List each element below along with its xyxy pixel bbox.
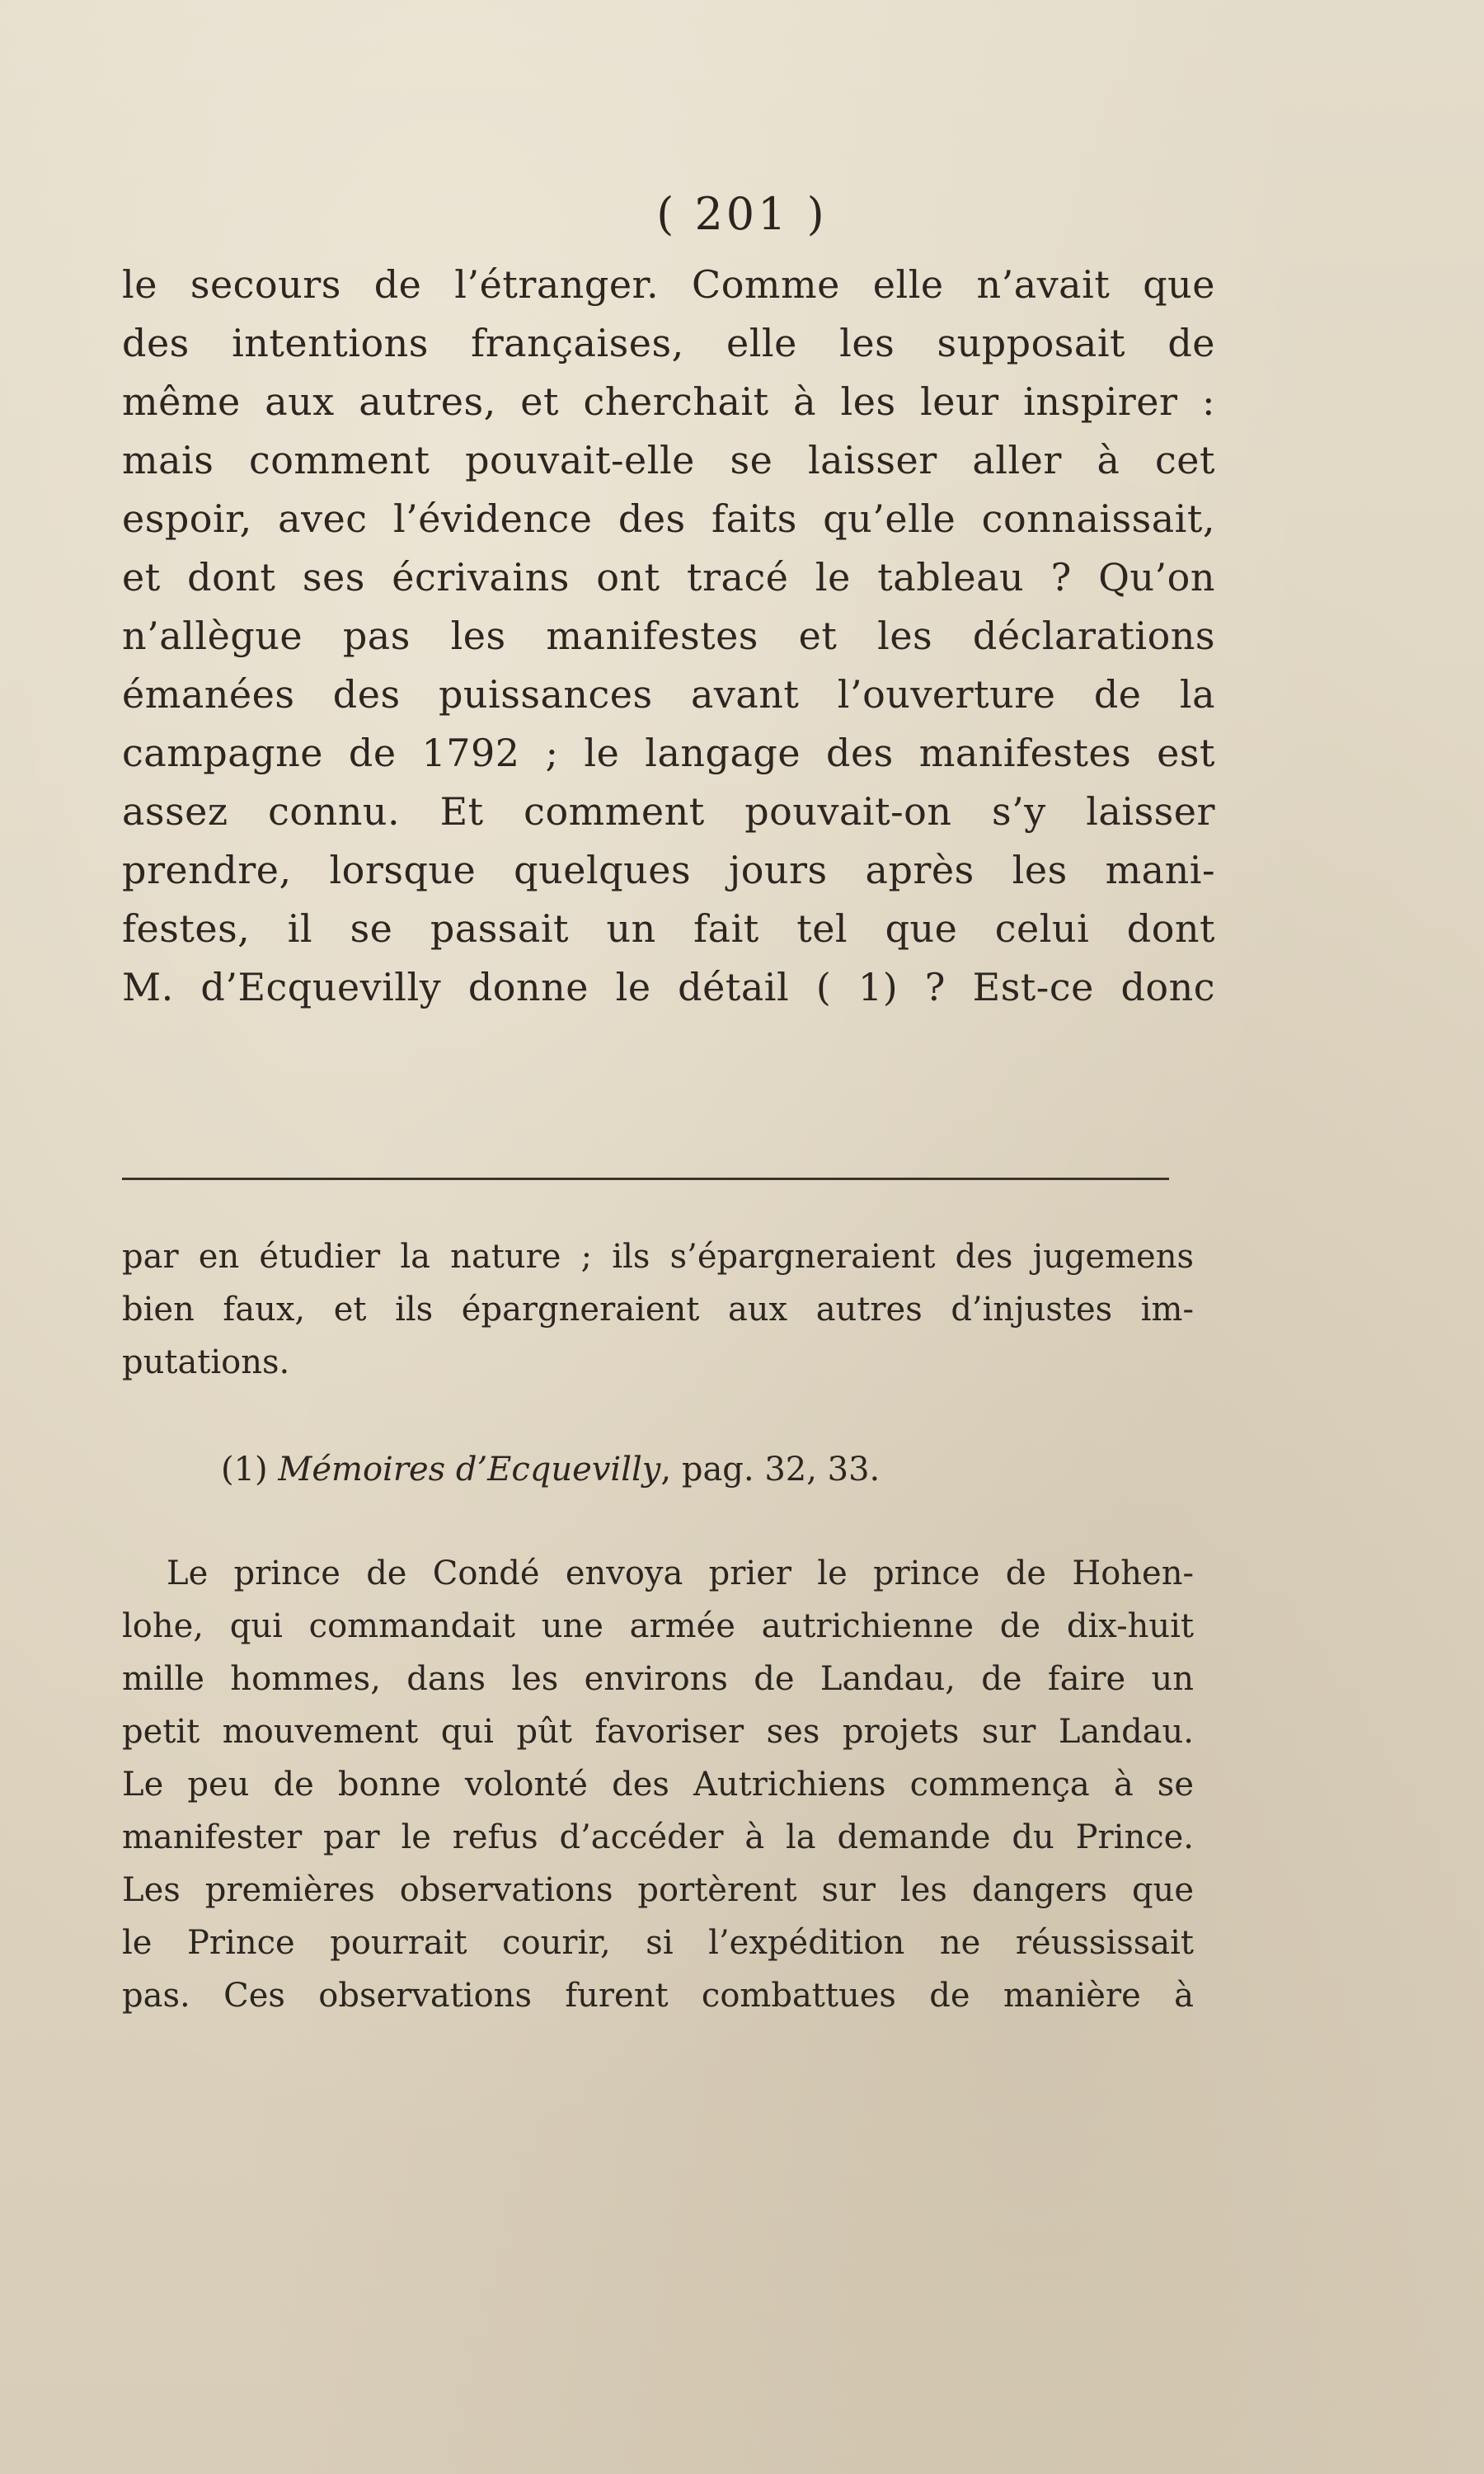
paragraph-line: Le peu de bonne volonté des Autrichiens commença à se [122,1766,1194,1804]
text-line: mais comment pouvait-elle se laisser aller à cet [122,438,1215,482]
footnote-title: Mémoires d’Ecquevilly [278,1451,661,1489]
paragraph-line: Les premières observations portèrent sur les dangers que [122,1871,1194,1909]
text-line: campagne de 1792 ; le langage des manifestes est [122,731,1215,775]
text-line: festes, il se passait un fait tel que celui dont [122,906,1215,951]
paragraph-line: petit mouvement qui pût favoriser ses projets sur Landau. [122,1713,1194,1751]
paragraph-line: le Prince pourrait courir, si l’expédition ne réussissait [122,1924,1194,1962]
footnote [221,1445,880,1494]
note-line: putations. [122,1343,290,1381]
main-body-text [122,256,1215,1017]
text-line: émanées des puissances avant l’ouverture de la [122,672,1215,717]
footnote-separator-rule [122,1178,1169,1180]
paragraph-line: pas. Ces observations furent combattues de manière à [122,1977,1194,2015]
text-line: n’allègue pas les manifestes et les déclarations [122,614,1215,658]
paragraph-line: lohe, qui commandait une armée autrichienne de dix-huit [122,1607,1194,1645]
text-line: le secours de l’étranger. Comme elle n’avait que [122,262,1215,307]
text-line: des intentions françaises, elle les supposait de [122,321,1215,365]
text-line: et dont ses écrivains ont tracé le tableau ? Qu’on [122,555,1215,600]
note-line: bien faux, et ils épargneraient aux autres d’injustes im- [122,1291,1194,1329]
paragraph-line: manifester par le refus d’accéder à la demande du Prince. [122,1818,1194,1856]
text-line: même aux autres, et cherchait à les leur inspirer : [122,379,1215,424]
text-line: assez connu. Et comment pouvait-on s’y laisser [122,789,1215,834]
footnote-pages: , pag. 32, 33. [660,1451,881,1489]
note-continuation [122,1230,1194,1389]
second-paragraph [122,1547,1194,2022]
paragraph-line: Le prince de Condé envoya prier le prince de Hohen- [167,1554,1194,1592]
paragraph-line: mille hommes, dans les environs de Landau, de faire un [122,1660,1194,1698]
text-line: espoir, avec l’évidence des faits qu’elle connaissait, [122,496,1215,541]
text-line: M. d’Ecquevilly donne le détail ( 1) ? Est-ce donc [122,965,1215,1009]
note-line: par en étudier la nature ; ils s’épargneraient des jugemens [122,1238,1194,1276]
footnote-marker: (1) [221,1451,268,1489]
page-number: ( 201 ) [656,188,828,240]
text-line: prendre, lorsque quelques jours après les mani- [122,848,1215,892]
